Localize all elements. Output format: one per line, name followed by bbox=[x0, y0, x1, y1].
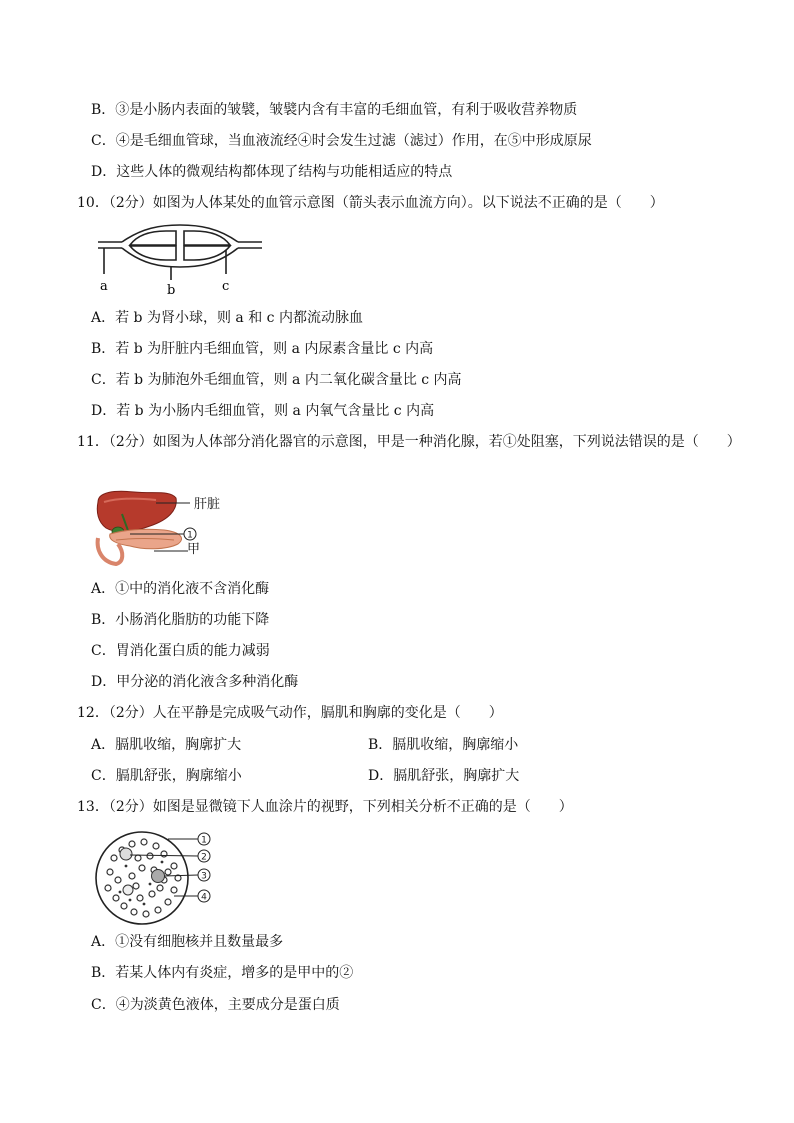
q10-stem: 10．（2分）如图为人体某处的血管示意图（箭头表示血流方向）。以下说法不正确的是（ ） bbox=[77, 195, 664, 211]
q10-label-a: a bbox=[100, 279, 108, 294]
q10-option-c: C．若 b 为肺泡外毛细血管，则 a 内二氧化碳含量比 c 内高 bbox=[91, 372, 462, 388]
svg-text:1: 1 bbox=[187, 530, 193, 541]
svg-text:3: 3 bbox=[201, 871, 207, 882]
q12-option-b: B．膈肌收缩，胸廓缩小 bbox=[368, 737, 519, 753]
q13-stem: 13．（2分）如图是显微镜下人血涂片的视野，下列相关分析不正确的是（ ） bbox=[77, 799, 573, 815]
q13-option-c: C．④为淡黄色液体，主要成分是蛋白质 bbox=[91, 997, 340, 1013]
q13-blood-smear-figure bbox=[94, 828, 224, 928]
svg-text:4: 4 bbox=[201, 892, 207, 903]
q12-stem: 12．（2分）人在平静是完成吸气动作，膈肌和胸廓的变化是（ ） bbox=[77, 705, 503, 721]
q9-option-b: B．③是小肠内表面的皱襞，皱襞内含有丰富的毛细血管，有利于吸收营养物质 bbox=[91, 102, 578, 118]
q10-option-b: B．若 b 为肝脏内毛细血管，则 a 内尿素含量比 c 内高 bbox=[91, 341, 434, 357]
q10-label-c: c bbox=[222, 279, 230, 294]
q11-option-d: D．甲分泌的消化液含多种消化酶 bbox=[91, 674, 299, 690]
q11-stem: 11．（2分）如图为人体部分消化器官的示意图，甲是一种消化腺，若①处阻塞，下列说法错误的是（ ） bbox=[77, 434, 741, 450]
q13-option-a: A．①没有细胞核并且数量最多 bbox=[91, 934, 284, 950]
q11-option-a: A．①中的消化液不含消化酶 bbox=[91, 581, 270, 597]
q11-label-liver: 肝脏 bbox=[194, 497, 221, 512]
q10-option-d: D．若 b 为小肠内毛细血管，则 a 内氧气含量比 c 内高 bbox=[91, 403, 435, 419]
q12-option-a: A．膈肌收缩，胸廓扩大 bbox=[91, 737, 242, 753]
svg-text:1: 1 bbox=[201, 835, 207, 846]
q9-option-c: C．④是毛细血管球，当血液流经④时会发生过滤（滤过）作用，在⑤中形成原尿 bbox=[91, 133, 592, 149]
q12-option-d: D．膈肌舒张，胸廓扩大 bbox=[368, 768, 520, 784]
q11-option-b: B．小肠消化脂肪的功能下降 bbox=[91, 612, 270, 628]
q11-label-jia: 甲 bbox=[187, 542, 201, 557]
q12-option-c: C．膈肌舒张，胸廓缩小 bbox=[91, 768, 242, 784]
q11-digestive-organs-figure bbox=[94, 488, 244, 570]
q10-option-a: A．若 b 为肾小球，则 a 和 c 内都流动脉血 bbox=[91, 310, 363, 326]
q13-option-b: B．若某人体内有炎症，增多的是甲中的② bbox=[91, 965, 354, 981]
q10-label-b: b bbox=[167, 283, 176, 298]
q9-option-d: D．这些人体的微观结构都体现了结构与功能相适应的特点 bbox=[91, 164, 453, 180]
q10-blood-vessel-figure bbox=[90, 222, 270, 298]
q11-option-c: C．胃消化蛋白质的能力减弱 bbox=[91, 643, 270, 659]
svg-text:2: 2 bbox=[201, 852, 207, 863]
